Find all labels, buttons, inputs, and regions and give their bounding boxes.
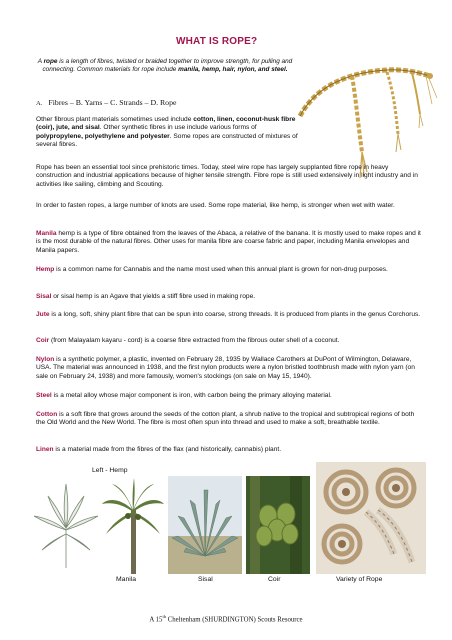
- rope-parts-line: [36, 98, 176, 108]
- caption-variety: Variety of Rope: [336, 576, 383, 583]
- nylon-text: is a synthetic polymer, a plastic, invented on February 28, 1935 by Wallace Carothers at DuPont of Wilmington, Delaware, USA. The material was announced in 1938, and the first nylon products were a nylon bristled toothbrush made with nylon yarn (on sale on February 24, 1938) and more famously, women's stockings (on sale on May 15, 1940).: [36, 356, 415, 380]
- paragraph-jute: [36, 311, 424, 319]
- variety-of-rope-image: [316, 462, 426, 574]
- intro-lead: A: [37, 58, 44, 65]
- term-linen: Linen: [36, 446, 54, 453]
- paragraph-cotton: [36, 411, 424, 428]
- fibrous-bold-1: cotton, linen, coconut-husk fibre (coir), jute, and sisal: [36, 116, 296, 132]
- paragraph-coir: [36, 337, 424, 345]
- paragraph-fibrous-materials: [36, 116, 302, 150]
- rope-parts-letter: A.: [36, 100, 43, 107]
- manila-plant-image: [100, 476, 166, 574]
- paragraph-steel: [36, 392, 424, 400]
- steel-text: is a metal alloy whose major component is iron, with carbon being the primary alloying material.: [51, 392, 332, 399]
- footer-post: Cheltenham (SHURDINGTON) Scouts Resource: [166, 616, 303, 624]
- sisal-plant-image: [168, 476, 242, 574]
- fibrous-bold-2: polypropylene, polyethylene and polyester: [36, 132, 170, 140]
- paragraph-linen: [36, 446, 424, 454]
- hemp-text: is a common name for Cannabis and the name most used when this annual plant is grown for non-drug purposes.: [54, 266, 388, 273]
- manila-text: hemp is a type of fibre obtained from the leaves of the Abaca, a relative of the banana. It is mostly used to make ropes and it is the most durable of the natural fibres. Other uses for manila fibre are coarse fabric and paper, including Manila envelopes and Manila papers.: [36, 230, 421, 254]
- caption-hemp: Left - Hemp: [92, 467, 128, 474]
- paragraph-history: Rope has been an essential tool since prehistoric times. Today, steel wire rope has largely supplanted fibre rope in heavy construction and industrial applications because of higher tensile strength. Fibre rope is still used extensively in light industry and in activities like sailing, climbing and Scouting.: [36, 164, 418, 188]
- term-sisal: Sisal: [36, 293, 52, 300]
- jute-text: is a long, soft, shiny plant fibre that can be spun into coarse, strong threads. It is produced from plants in the genus Corchorus.: [49, 311, 421, 318]
- hemp-leaf-image: [30, 478, 102, 574]
- intro-paragraph: [34, 58, 296, 74]
- term-hemp: Hemp: [36, 266, 55, 273]
- page-title: WHAT IS ROPE?: [176, 36, 258, 47]
- term-coir: Coir: [36, 337, 50, 344]
- caption-coir: Coir: [268, 576, 281, 583]
- fibrous-text-2: . Other synthetic fibres in use include various forms of: [99, 124, 257, 132]
- term-manila: Manila: [36, 230, 57, 237]
- paragraph-sisal: [36, 293, 424, 301]
- term-nylon: Nylon: [36, 356, 55, 363]
- caption-manila: Manila: [116, 576, 137, 583]
- page-footer: [0, 614, 452, 625]
- coir-text: (from Malayalam kayaru - cord) is a coarse fibre extracted from the fibrous outer shell of a coconut.: [49, 337, 340, 344]
- fibrous-text-3: . Some ropes are constructed of mixtures of several fibres.: [36, 132, 298, 149]
- coir-coconut-image: [246, 476, 310, 574]
- rope-parts-text: Fibres – B. Yarns – C. Strands – D. Rope: [48, 98, 177, 107]
- footer-sup: th: [162, 614, 167, 619]
- sisal-text: or sisal hemp is an Agave that yields a stiff fibre used in making rope.: [51, 293, 256, 300]
- caption-sisal: Sisal: [198, 576, 213, 583]
- term-cotton: Cotton: [36, 411, 58, 418]
- paragraph-nylon: [36, 356, 424, 381]
- paragraph-hemp: [36, 266, 424, 274]
- linen-text: is a material made from the fibres of the flax (and historically, cannabis) plant.: [53, 446, 282, 453]
- cotton-text: is a soft fibre that grows around the seeds of the cotton plant, a shrub native to the tropical and subtropical regions of both the Old World and the New World. The fibre is most often spun into thread and used to make a soft, breathable textile.: [36, 411, 415, 427]
- fibrous-text-1: Other fibrous plant materials sometimes used include: [36, 116, 194, 123]
- paragraph-manila: [36, 230, 424, 255]
- footer-pre: A 15: [149, 616, 163, 624]
- intro-text: is a length of fibres, twisted or braided together to improve strength, for pulling and connecting. Common materials for rope include: [42, 58, 293, 74]
- intro-rope-word: rope: [43, 58, 58, 65]
- term-steel: Steel: [36, 392, 52, 399]
- intro-materials: manila, hemp, hair, nylon, and steel.: [178, 66, 288, 74]
- paragraph-knots: In order to fasten ropes, a large number of knots are used. Some rope material, like hemp, is stronger when wet with water.: [36, 202, 395, 209]
- term-jute: Jute: [36, 311, 50, 318]
